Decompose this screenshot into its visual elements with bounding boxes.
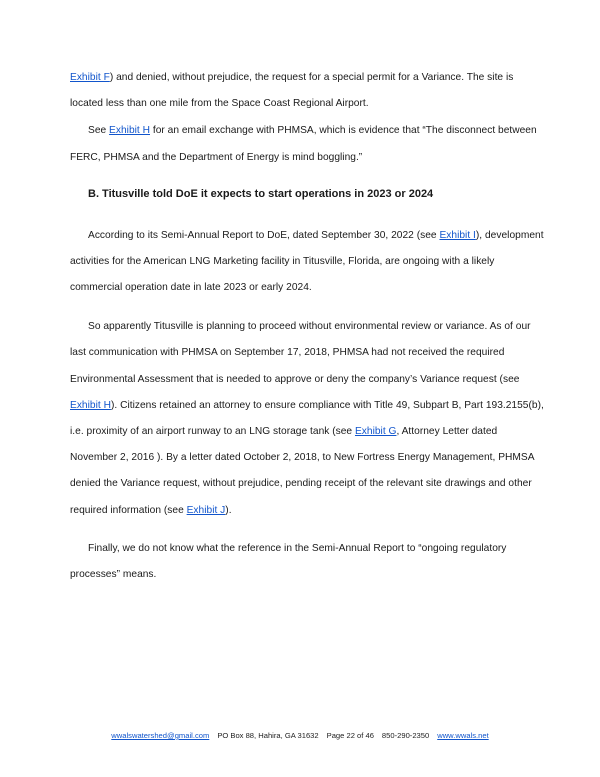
- p2-line-2: FERC, PHMSA and the Department of Energy is mind boggling.”: [70, 152, 363, 163]
- exhibit-h-link-2[interactable]: Exhibit H: [70, 400, 111, 411]
- p3-line-1-pre: According to its Semi-Annual Report to DoE, dated September 30, 2022 (see: [88, 230, 440, 241]
- p4-line-6: November 2, 2016 ). By a letter dated October 2, 2018, to New Fortress Energy Management, PHMSA: [70, 452, 535, 463]
- p4-line-4-post: ). Citizens retained an attorney to ensure compliance with Title 49, Subpart B, Part 193.2155(b),: [110, 400, 544, 411]
- p4-line-1: So apparently Titusville is planning to proceed without environmental review or variance. As of our: [88, 321, 531, 332]
- p3-line-1: [88, 229, 544, 242]
- p3-line-2: activities for the American LNG Marketing facility in Titusville, Florida, are ongoing with a likely: [70, 256, 495, 267]
- p1-line-1: [70, 71, 513, 84]
- section-heading-b: B. Titusville told DoE it expects to start operations in 2023 or 2024: [88, 188, 434, 200]
- p4-line-5-pre: i.e. proximity of an airport runway to an LNG storage tank (see: [70, 426, 355, 437]
- p4-line-2: last communication with PHMSA on September 17, 2018, PHMSA had not received the required: [70, 347, 505, 358]
- exhibit-f-link[interactable]: Exhibit F: [70, 72, 110, 83]
- p4-line-5-post: , Attorney Letter dated: [396, 426, 498, 437]
- p5-line-2: processes” means.: [70, 569, 157, 580]
- p2-line-1-post: for an email exchange with PHMSA, which is evidence that “The disconnect between: [150, 125, 537, 136]
- footer-page-number: Page 22 of 46: [326, 731, 374, 740]
- p1-line-1-text: ) and denied, without prejudice, the request for a special permit for a Variance. The site is: [109, 72, 514, 83]
- page-footer: [0, 731, 600, 740]
- exhibit-h-link[interactable]: Exhibit H: [109, 125, 150, 136]
- p3-line-1-post: ), development: [475, 230, 544, 241]
- p1-line-2: located less than one mile from the Space Coast Regional Airport.: [70, 98, 369, 109]
- p5-line-1: Finally, we do not know what the reference in the Semi-Annual Report to “ongoing regulatory: [88, 543, 507, 554]
- p4-line-8: [70, 504, 232, 517]
- exhibit-g-link[interactable]: Exhibit G: [354, 426, 397, 437]
- p4-line-3: Environmental Assessment that is needed to approve or deny the company’s Variance request (see: [70, 374, 520, 385]
- p4-line-8-post: ).: [225, 505, 232, 516]
- footer-address: PO Box 88, Hahira, GA 31632: [217, 731, 319, 740]
- p4-line-7: denied the Variance request, without prejudice, pending receipt of the relevant site drawings and other: [70, 478, 532, 489]
- footer-website-link[interactable]: www.wwals.net: [437, 731, 489, 740]
- p2-line-1-pre: See: [88, 125, 110, 136]
- exhibit-j-link[interactable]: Exhibit J: [186, 505, 226, 516]
- p4-line-5: [70, 425, 497, 438]
- p4-line-8-pre: required information (see: [70, 505, 187, 516]
- p4-line-4: [70, 399, 544, 412]
- footer-phone: 850-290-2350: [381, 731, 430, 740]
- p2-line-1: [88, 124, 537, 137]
- p3-line-3: commercial operation date in late 2023 or early 2024.: [70, 282, 312, 293]
- footer-email-link[interactable]: wwalswatershed@gmail.com: [111, 731, 210, 740]
- exhibit-i-link[interactable]: Exhibit I: [439, 230, 476, 241]
